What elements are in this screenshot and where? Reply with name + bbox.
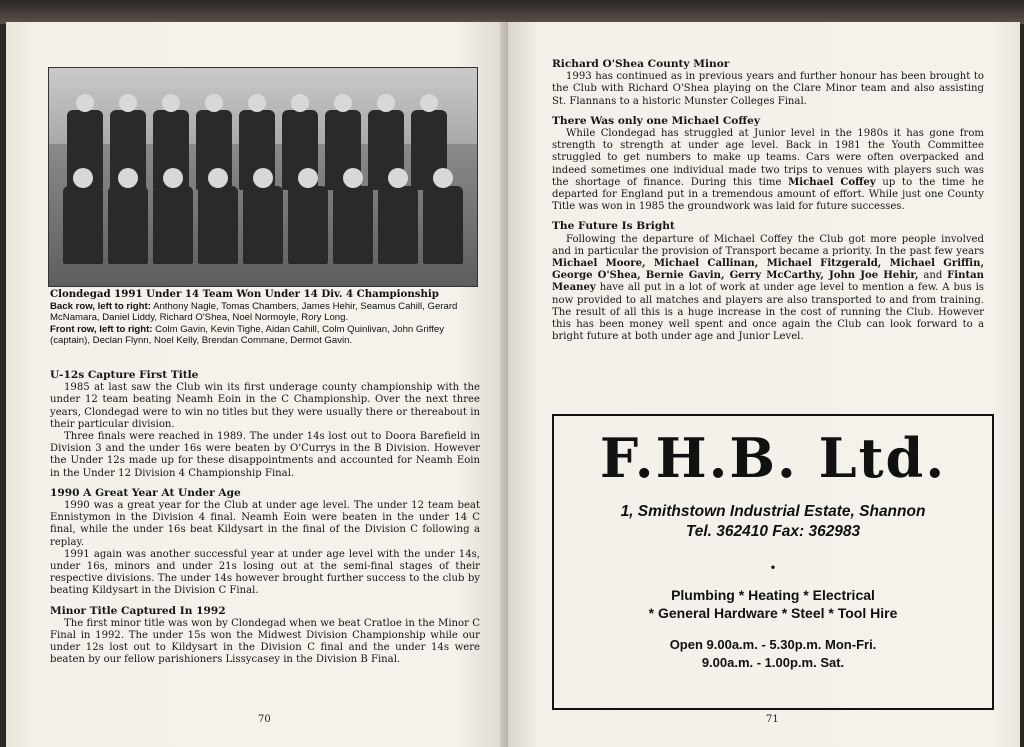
right-page	[508, 22, 1020, 747]
paragraph	[552, 128, 984, 213]
player-head	[208, 168, 228, 188]
ad-services-line-2: * General Hardware * Steel * Tool Hire	[648, 605, 898, 621]
background-shadow	[0, 0, 1024, 24]
bold-names: Michael Moore, Michael Callinan, Michael Fitzgerald, Michael Griffin, George O'Shea, Bernie Gavin, Gerry McCarthy, John Joe Hehir,	[552, 258, 984, 282]
paragraph: Three finals were reached in 1989. The under 14s lost out to Doora Barefield in Division 3 and the under 16s were beaten by O'Currys in the B Division. However the Under 12s made up for these disappointments and accounted for Neamh Eoin in the Under 12 Division 4 Championship Final.	[50, 431, 480, 479]
caption-back-label: Back row, left to right:	[50, 300, 151, 312]
player-head	[163, 168, 183, 188]
photo-caption	[50, 289, 478, 347]
paragraph: 1990 was a great year for the Club at under age level. The under 12 team beat Ennistymon in the Division 4 final. Neamh Eoin were beaten in the under 14 C final, while the under 16s beat Kildysart in the final of the Division C following a replay.	[50, 500, 480, 548]
player-head	[205, 94, 223, 112]
player-silhouette	[243, 186, 283, 264]
ad-phone: Tel. 362410 Fax: 362983	[685, 523, 861, 540]
player-silhouette	[108, 186, 148, 264]
text-run: and	[923, 270, 943, 282]
player-head	[119, 94, 137, 112]
ad-address: 1, Smithstown Industrial Estate, Shannon	[620, 503, 926, 520]
caption-front-label: Front row, left to right:	[50, 323, 153, 335]
ad-services-line-1: Plumbing * Heating * Electrical	[671, 587, 875, 603]
caption-back-names: Anthony Nagle, Tomas Chambers, James Hehir, Seamus Cahill, Gerard McNamara, Daniel Liddy, Richard O'Shea, Noel Normoyle, Rory Long.	[50, 300, 458, 324]
text-run: Following the departure of Michael Coffey the Club got more people involved and in particular the provision of Transport became a priority. In the past few years	[552, 233, 984, 257]
team-photo	[48, 67, 478, 287]
player-silhouette	[333, 186, 373, 264]
left-article	[50, 362, 480, 667]
player-silhouette	[378, 186, 418, 264]
player-silhouette	[198, 186, 238, 264]
text-run: up to the time he departed for England put in a tremendous amount of effort. While just one County Title was won in 1985 the groundwork was laid for future successes.	[552, 176, 984, 213]
player-head	[76, 94, 94, 112]
ad-company-name: F.H.B. Ltd.	[599, 426, 947, 490]
text-run: While Clondegad has struggled at Junior level in the 1980s it has gone from strength to strength at under age level. Back in 1981 the Youth Committee struggled to get numbers to make up teams. Cars were often overpacked and indeed sometimes one individual made two trips to venues with players such was the shortage of finance. During this time	[552, 128, 984, 188]
caption-back-row	[50, 301, 478, 324]
player-head	[298, 168, 318, 188]
page-number-left: 70	[258, 714, 271, 725]
player-silhouette	[288, 186, 328, 264]
player-head	[118, 168, 138, 188]
player-head	[388, 168, 408, 188]
section-heading: There Was only one Michael Coffey	[552, 114, 760, 127]
player-head	[73, 168, 93, 188]
player-head	[343, 168, 363, 188]
bullet-icon: •	[770, 560, 776, 574]
page-number-right: 71	[766, 714, 779, 725]
advertisement	[552, 414, 994, 710]
text-run: have all put in a lot of work at under age level to mention a few. A bus is now provided to all matches and players are also transported to and from training. The result of all this is a huge increase in the cost of running the Club. However this has been money well spent and once again the Club can look forward to a bright future at both under age and Junior Level.	[552, 282, 984, 343]
caption-front-row	[50, 324, 478, 347]
player-head	[377, 94, 395, 112]
paragraph: 1993 has continued as in previous years and further honour has been brought to the Club with Richard O'Shea playing on the Clare Minor team and also assisting St. Flannans to a historic Munster Colleges Final.	[552, 71, 984, 107]
player-head	[253, 168, 273, 188]
caption-title: Clondegad 1991 Under 14 Team Won Under 14 Div. 4 Championship	[50, 288, 439, 300]
player-head	[334, 94, 352, 112]
player-head	[291, 94, 309, 112]
player-silhouette	[423, 186, 463, 264]
section-heading: Richard O'Shea County Minor	[552, 58, 730, 70]
bold-name: Michael Coffey	[788, 176, 876, 188]
player-silhouette	[153, 186, 193, 264]
section-heading: 1990 A Great Year At Under Age	[50, 486, 241, 499]
player-silhouette	[63, 186, 103, 264]
bold-name: Fintan Meaney	[552, 270, 985, 294]
section-heading: Minor Title Captured In 1992	[50, 604, 226, 617]
paragraph: The first minor title was won by Clondegad when we beat Cratloe in the Minor C Final in 1992. The under 15s won the Midwest Division Championship while our under 12s lost out to Kildysart in the Division C final and the under 14s were beaten by our fellow parishioners Lissycasey in the Division B Final.	[50, 617, 480, 666]
ad-hours-line-2: 9.00a.m. - 1.00p.m. Sat.	[701, 655, 845, 670]
caption-front-names: Colm Gavin, Kevin Tighe, Aidan Cahill, Colm Quinlivan, John Griffey (captain), Declan Flynn, Noel Kelly, Brendan Commane, Dermot Gavin.	[50, 323, 445, 347]
paragraph: 1985 at last saw the Club win its first underage county championship with the under 12 team beating Neamh Eoin in the C Championship. Over the next three years, Clondegad were to win no titles but they were usually there or thereabout in their particular division.	[50, 382, 480, 430]
player-head	[433, 168, 453, 188]
paragraph	[552, 234, 984, 344]
left-page	[6, 22, 506, 747]
section-heading: The Future Is Bright	[552, 220, 675, 233]
section-heading: U-12s Capture First Title	[50, 369, 199, 381]
player-head	[248, 94, 266, 112]
player-head	[162, 94, 180, 112]
paragraph: 1991 again was another successful year at under age level with the under 14s, under 16s, minors and under 21s losing out at the semi-final stages of their respective divisions. The under 14s however brought further success to the club by beating Kildysart in the Division C Final.	[50, 548, 480, 597]
ad-hours-line-1: Open 9.00a.m. - 5.30p.m. Mon-Fri.	[669, 637, 877, 652]
right-article	[552, 58, 984, 343]
player-head	[420, 94, 438, 112]
